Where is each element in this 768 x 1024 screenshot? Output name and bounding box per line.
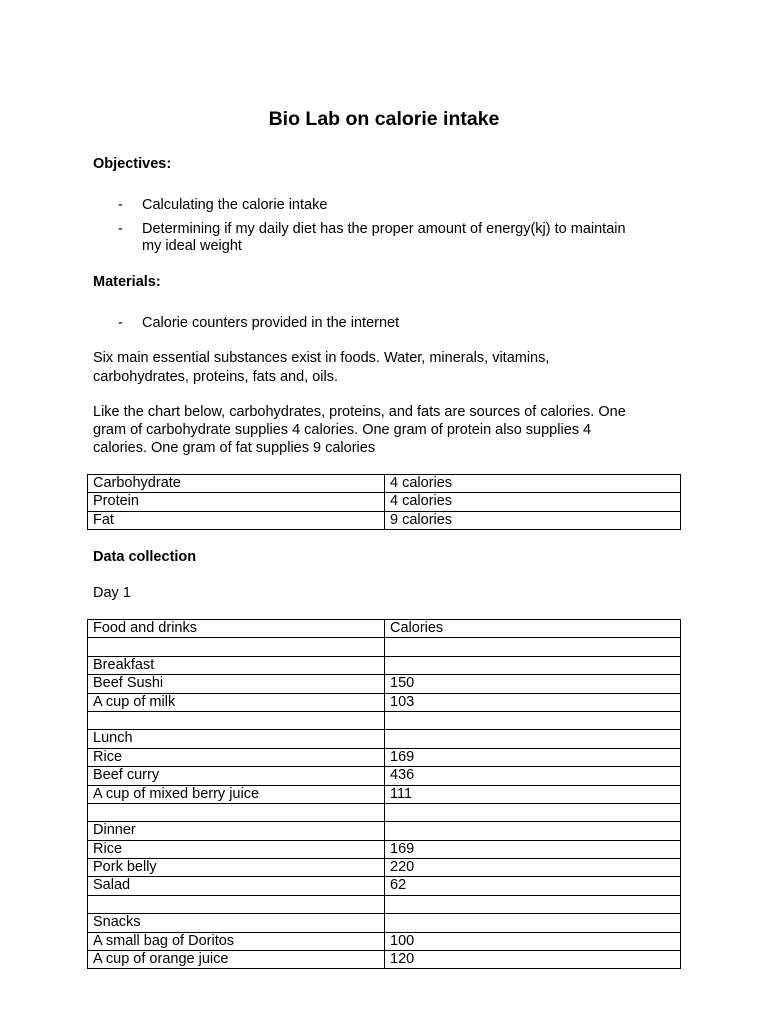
food-item-cell: Snacks [88,914,385,932]
header-cell-food: Food and drinks [88,620,385,638]
food-item-cell: Dinner [88,822,385,840]
table-row [88,932,681,950]
food-item-cell: Salad [88,877,385,895]
table-row [88,638,681,656]
calories-cell: 100 [385,932,681,950]
calories-cell [385,803,681,821]
calories-cell [385,656,681,674]
nutrient-calories-cell: 4 calories [385,475,681,493]
table-row [88,895,681,913]
data-collection-heading: Data collection [93,549,197,565]
calories-cell [385,914,681,932]
table-row [88,767,681,785]
table-row [88,785,681,803]
table-row [88,859,681,877]
food-item-cell: A cup of mixed berry juice [88,785,385,803]
calories-cell [385,711,681,729]
bullet-dash: - [118,315,123,331]
table-row [88,840,681,858]
calories-cell [385,895,681,913]
calories-cell: 103 [385,693,681,711]
calories-cell: 150 [385,675,681,693]
calories-cell [385,730,681,748]
paragraph-line: carbohydrates, proteins, fats and, oils. [93,369,339,385]
food-item-cell: Rice [88,748,385,766]
calories-cell: 436 [385,767,681,785]
nutrient-name-cell: Fat [88,511,385,529]
calories-cell: 169 [385,748,681,766]
food-item-cell [88,803,385,821]
document-title: Bio Lab on calorie intake [268,108,500,130]
nutrient-calories-cell: 4 calories [385,493,681,511]
table-row [88,711,681,729]
table-row [88,803,681,821]
objective-item: Calculating the calorie intake [142,197,328,213]
table-header-row [88,620,681,638]
paragraph-line: Like the chart below, carbohydrates, proteins, and fats are sources of calories. One [93,404,626,420]
table-row [88,656,681,674]
food-item-cell [88,711,385,729]
food-item-cell: A cup of orange juice [88,951,385,969]
objectives-heading: Objectives: [93,156,172,172]
objective-item-continued: my ideal weight [142,238,242,254]
material-item: Calorie counters provided in the internet [142,315,400,331]
table-row [88,822,681,840]
nutrient-name-cell: Protein [88,493,385,511]
food-item-cell: A small bag of Doritos [88,932,385,950]
table-row [88,951,681,969]
paragraph-line: Six main essential substances exist in foods. Water, minerals, vitamins, [93,350,550,366]
header-cell-calories: Calories [385,620,681,638]
nutrient-calorie-table [87,474,681,530]
calories-cell: 111 [385,785,681,803]
food-item-cell: Beef Sushi [88,675,385,693]
calories-cell: 62 [385,877,681,895]
food-item-cell: Lunch [88,730,385,748]
calories-cell [385,822,681,840]
calories-cell: 220 [385,859,681,877]
table-row [88,730,681,748]
bullet-dash: - [118,197,123,213]
food-item-cell: Rice [88,840,385,858]
food-item-cell [88,638,385,656]
food-item-cell: Beef curry [88,767,385,785]
objective-item: Determining if my daily diet has the proper amount of energy(kj) to maintain [142,221,626,237]
table-row [88,748,681,766]
materials-heading: Materials: [93,274,161,290]
calories-cell: 169 [385,840,681,858]
food-item-cell: Breakfast [88,656,385,674]
table-row [88,493,681,511]
nutrient-calories-cell: 9 calories [385,511,681,529]
food-item-cell [88,895,385,913]
table-row [88,511,681,529]
paragraph-line: gram of carbohydrate supplies 4 calories. One gram of protein also supplies 4 [93,422,592,438]
bullet-dash: - [118,221,123,237]
table-row [88,877,681,895]
table-row [88,675,681,693]
day-label: Day 1 [93,585,131,601]
nutrient-name-cell: Carbohydrate [88,475,385,493]
calories-cell [385,638,681,656]
food-item-cell: Pork belly [88,859,385,877]
calories-cell: 120 [385,951,681,969]
table-row [88,475,681,493]
table-row [88,914,681,932]
table-row [88,693,681,711]
food-item-cell: A cup of milk [88,693,385,711]
paragraph-line: calories. One gram of fat supplies 9 calories [93,440,376,456]
food-calorie-table [87,619,681,969]
